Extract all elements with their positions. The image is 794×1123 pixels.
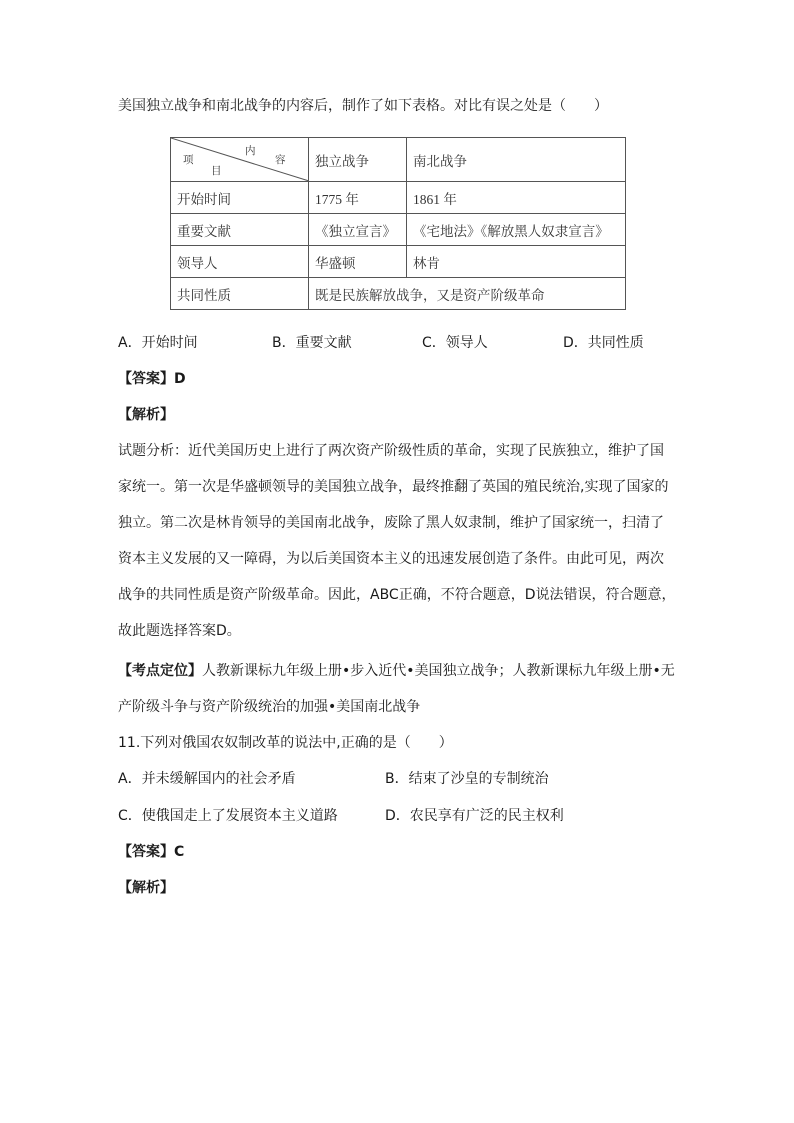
column-header: 独立战争 (309, 138, 407, 182)
diagonal-header-cell (171, 138, 309, 182)
table-merged-cell: 既是民族解放战争，又是资产阶级革命 (309, 278, 626, 310)
corner-text-mu: 目 (211, 165, 222, 177)
q11-option-c: C．使俄国走上了发展资本主义道路 (118, 808, 338, 824)
q10-analysis-line: 独立。第二次是林肯领导的美国南北战争，废除了黑人奴隶制，维护了国家统一，扫清了 (118, 515, 664, 531)
table-row (171, 182, 626, 214)
column-header: 南北战争 (407, 138, 626, 182)
corner-text-nei: 内 (245, 145, 256, 157)
table-cell: 1861 年 (407, 182, 626, 214)
table-cell: 《独立宣言》 (309, 214, 407, 246)
table-row (171, 246, 626, 278)
q11-option-d: D．农民享有广泛的民主权利 (385, 808, 564, 824)
table-cell: 林肯 (407, 246, 626, 278)
q11-answer: 【答案】C (118, 844, 185, 860)
table-cell: 华盛顿 (309, 246, 407, 278)
q11-option-b: B．结束了沙皇的专制统治 (385, 771, 549, 787)
table-cell: 《宅地法》《解放黑人奴隶宣言》 (407, 214, 626, 246)
q10-analysis-line: 故此题选择答案D。 (118, 623, 241, 639)
row-label: 共同性质 (171, 278, 309, 310)
q10-option-d: D．共同性质 (563, 335, 644, 351)
kaodian-text: 人教新课标九年级上册•步入近代•美国独立战争；人教新课标九年级上册•无 (202, 663, 675, 679)
corner-text-rong: 容 (275, 154, 286, 166)
q11-analysis-heading: 【解析】 (118, 880, 174, 896)
q10-option-a: A．开始时间 (118, 335, 198, 351)
q10-kaodian-line (118, 661, 675, 681)
table-row (171, 278, 626, 310)
q10-option-b: B．重要文献 (272, 335, 352, 351)
q10-analysis-line: 家统一。第一次是华盛顿领导的美国独立战争，最终推翻了英国的殖民统治,实现了国家的 (118, 479, 669, 495)
q10-analysis-heading: 【解析】 (118, 407, 174, 423)
row-label: 领导人 (171, 246, 309, 278)
q10-analysis-line: 试题分析：近代美国历史上进行了两次资产阶级性质的革命，实现了民族独立，维护了国 (118, 443, 664, 459)
table-header-row (171, 138, 626, 182)
table-row (171, 214, 626, 246)
row-label: 开始时间 (171, 182, 309, 214)
q10-option-c: C．领导人 (422, 335, 488, 351)
q11-stem: 11.下列对俄国农奴制改革的说法中,正确的是（ ） (118, 735, 453, 751)
kaodian-heading: 【考点定位】 (118, 663, 202, 679)
table-cell: 1775 年 (309, 182, 407, 214)
q10-answer: 【答案】D (118, 371, 186, 387)
q11-option-a: A．并未缓解国内的社会矛盾 (118, 771, 296, 787)
comparison-table (170, 137, 626, 310)
corner-text-xiang: 项 (183, 154, 194, 166)
q10-analysis-line: 资本主义发展的又一障碍，为以后美国资本主义的迅速发展创造了条件。由此可见，两次 (118, 551, 664, 567)
q10-kaodian-line: 产阶级斗争与资产阶级统治的加强•美国南北战争 (118, 699, 421, 715)
row-label: 重要文献 (171, 214, 309, 246)
q10-stem: 美国独立战争和南北战争的内容后，制作了如下表格。对比有误之处是（ ） (118, 98, 608, 114)
q10-analysis-line: 战争的共同性质是资产阶级革命。因此，ABC正确，不符合题意，D说法错误，符合题意， (118, 587, 676, 603)
